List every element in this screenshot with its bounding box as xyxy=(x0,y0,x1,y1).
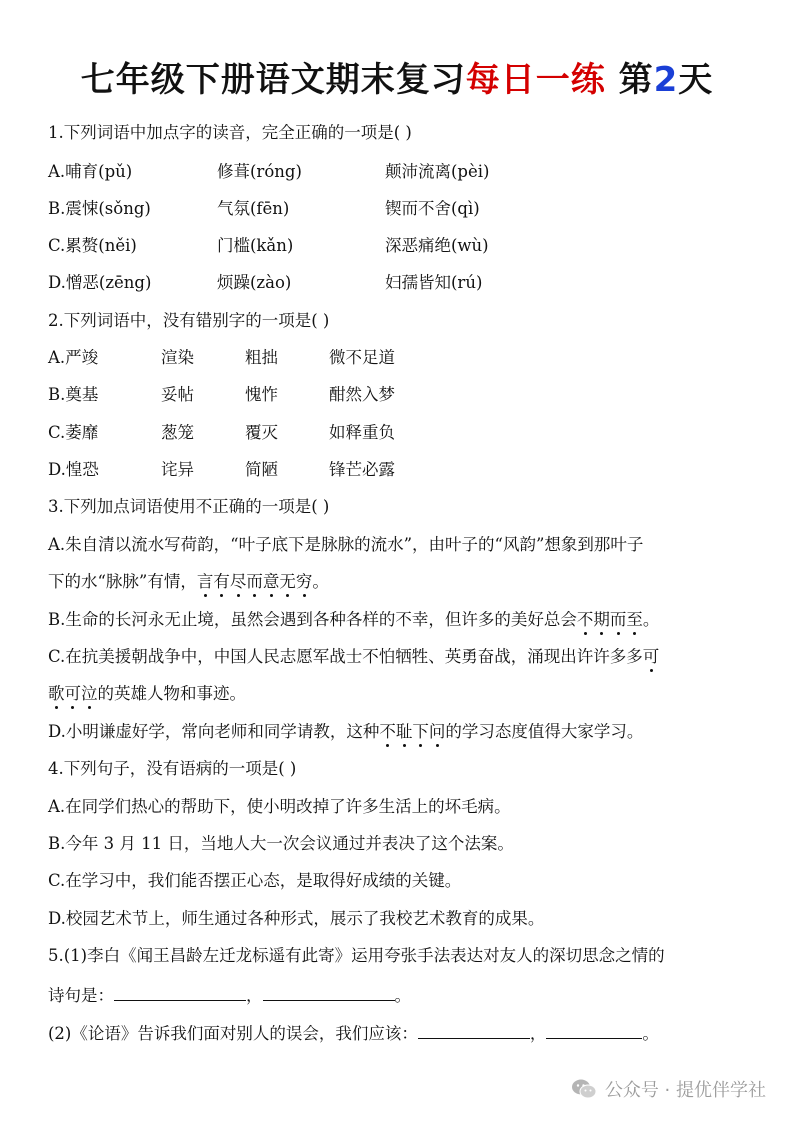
q4-option-d: D.校园艺术节上，师生通过各种形式，展示了我校艺术教育的成果。 xyxy=(48,909,545,928)
q5-part1-answer-line xyxy=(48,982,754,1008)
emphasis-char: 有 xyxy=(213,572,230,591)
q1-stem: 1.下列词语中加点字的读音，完全正确的一项是( ) xyxy=(48,123,412,142)
emphasis-char: 不 xyxy=(379,722,396,741)
q3-option-c-line2 xyxy=(48,682,754,706)
q2-b-2: 妥帖 xyxy=(161,385,194,404)
q2-a-3: 粗拙 xyxy=(245,348,278,367)
comma: ， xyxy=(246,986,263,1005)
title-highlight: 每日一练 xyxy=(465,60,606,100)
q3-option-a-line2 xyxy=(48,570,754,594)
emphasis-char: 下 xyxy=(412,722,429,741)
answer-blank[interactable] xyxy=(546,1020,642,1039)
emphasis-char: 穷 xyxy=(295,572,313,591)
emphasis-char: 言 xyxy=(196,572,214,591)
q2-a-4: 微不足道 xyxy=(329,348,395,367)
q3-b-text: B.生命的长河永无止境，虽然会遇到各种各样的不幸，但许多的美好总会 xyxy=(48,610,577,629)
wechat-icon xyxy=(571,1078,597,1100)
emphasis-char: 可 xyxy=(642,647,660,666)
q3-b-dotted-phrase xyxy=(577,610,643,629)
q2-b-1: B.奠基 xyxy=(48,385,99,404)
q1-c-1: C.累赘(něi) xyxy=(48,236,137,255)
emphasis-char: 可 xyxy=(64,684,81,703)
q3-c-text: C.在抗美援朝战争中，中国人民志愿军战士不怕牺牲、英勇奋战，涌现出许许多多 xyxy=(48,647,643,666)
q1-d-3: 妇孺皆知(rú) xyxy=(385,273,483,292)
emphasis-char: 耻 xyxy=(395,722,413,741)
q1-b-1: B.震悚(sǒng) xyxy=(48,199,151,218)
title-main: 七年级下册语文期末复习 xyxy=(80,60,466,100)
q2-c-1: C.萎靡 xyxy=(48,423,99,442)
q3-b-end: 。 xyxy=(642,610,660,629)
q3-d-text: D.小明谦虚好学，常向老师和同学请教，这种 xyxy=(48,722,380,741)
q2-c-3: 覆灭 xyxy=(245,423,278,442)
emphasis-char: 歌 xyxy=(48,684,65,703)
q4-option-b: B.今年 3 月 11 日，当地人大一次会议通过并表决了这个法案。 xyxy=(48,834,514,853)
watermark xyxy=(571,1076,766,1102)
q4-stem: 4.下列句子，没有语病的一项是( ) xyxy=(48,759,297,778)
q3-c-dotted-phrase-end xyxy=(48,684,98,703)
emphasis-char: 而 xyxy=(609,610,627,629)
q1-d-2: 烦躁(zào) xyxy=(217,273,292,292)
q2-stem: 2.下列词语中，没有错别字的一项是( ) xyxy=(48,311,330,330)
q1-b-3: 锲而不舍(qì) xyxy=(385,199,480,218)
q3-a-dotted-phrase xyxy=(197,572,313,591)
emphasis-char: 不 xyxy=(576,610,594,629)
q3-option-c-line1 xyxy=(48,645,754,669)
q5-answer-prompt: 诗句是： xyxy=(48,986,114,1005)
q2-a-1: A.严竣 xyxy=(48,348,99,367)
q1-a-2: 修葺(róng) xyxy=(217,162,302,181)
title-day-prefix: 第 xyxy=(618,60,654,100)
q3-stem: 3.下列加点词语使用不正确的一项是( ) xyxy=(48,497,330,516)
title-day-number: 2 xyxy=(653,60,679,100)
q1-a-1: A.哺育(pǔ) xyxy=(48,162,133,181)
emphasis-char: 期 xyxy=(593,610,610,629)
answer-blank[interactable] xyxy=(114,982,246,1001)
emphasis-char: 问 xyxy=(428,722,446,741)
q1-c-2: 门槛(kǎn) xyxy=(217,236,294,255)
q3-c-end: 的英雄人物和事迹。 xyxy=(97,684,246,703)
emphasis-char: 意 xyxy=(262,572,280,591)
emphasis-char: 泣 xyxy=(81,684,98,703)
title-day-suffix: 天 xyxy=(678,60,714,100)
q5-part2-prompt: (2)《论语》告诉我们面对别人的误会，我们应该： xyxy=(48,1024,418,1043)
q3-option-d xyxy=(48,720,754,744)
q3-option-a-line1: A.朱自清以流水写荷韵，“叶子底下是脉脉的流水”，由叶子的“风韵”想象到那叶子 xyxy=(48,535,644,554)
q3-a-text: 下的水“脉脉”有情， xyxy=(48,572,197,591)
answer-blank[interactable] xyxy=(263,982,395,1001)
q5-part1-stem: 5.(1)李白《闻王昌龄左迁龙标遥有此寄》运用夸张手法表达对友人的深切思念之情的 xyxy=(48,946,665,965)
q3-a-end: 。 xyxy=(312,572,329,591)
emphasis-char: 无 xyxy=(279,572,296,591)
page-title xyxy=(0,52,794,101)
q5-part2 xyxy=(48,1020,754,1046)
q2-d-1: D.惶恐 xyxy=(48,460,99,479)
watermark-text: 公众号 · 提优伴学社 xyxy=(604,1080,766,1101)
comma: ， xyxy=(529,1024,547,1043)
q2-c-2: 葱笼 xyxy=(161,423,194,442)
q3-c-dotted-phrase-start xyxy=(643,647,660,666)
q2-d-4: 锋芒必露 xyxy=(329,460,395,479)
emphasis-char: 至 xyxy=(626,610,643,629)
q3-d-end: 的学习态度值得大家学习。 xyxy=(445,722,644,741)
q1-d-1: D.憎恶(zēng) xyxy=(48,273,152,292)
period: 。 xyxy=(394,986,411,1005)
q1-c-3: 深恶痛绝(wù) xyxy=(385,236,489,255)
q4-option-c: C.在学习中，我们能否摆正心态，是取得好成绩的关键。 xyxy=(48,871,462,890)
q1-b-2: 气氛(fēn) xyxy=(217,199,290,218)
q2-a-2: 渲染 xyxy=(161,348,194,367)
q2-c-4: 如释重负 xyxy=(329,423,395,442)
q2-b-3: 愧怍 xyxy=(245,385,278,404)
q1-a-3: 颠沛流离(pèi) xyxy=(385,162,490,181)
q3-d-dotted-phrase xyxy=(379,722,445,741)
q4-option-a: A.在同学们热心的帮助下，使小明改掉了许多生活上的坏毛病。 xyxy=(48,797,511,816)
q3-option-b xyxy=(48,608,754,632)
period: 。 xyxy=(642,1024,659,1043)
answer-blank[interactable] xyxy=(418,1020,530,1039)
q2-d-3: 简陋 xyxy=(245,460,278,479)
emphasis-char: 而 xyxy=(246,572,263,591)
q2-d-2: 诧异 xyxy=(161,460,194,479)
emphasis-char: 尽 xyxy=(229,572,247,591)
q2-b-4: 酣然入梦 xyxy=(329,385,395,404)
